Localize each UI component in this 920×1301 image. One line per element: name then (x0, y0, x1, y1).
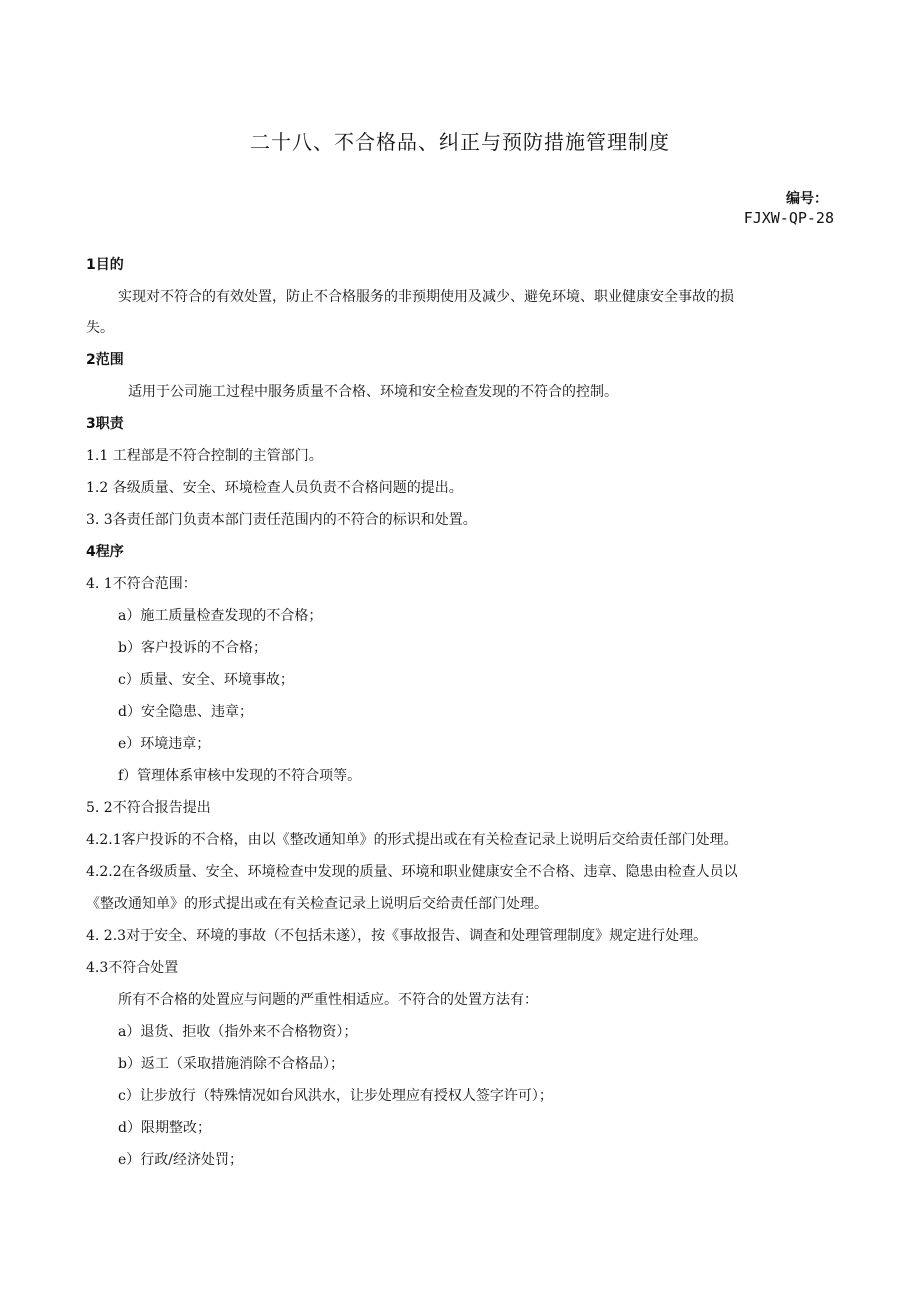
section-heading-procedure: 4程序 (86, 544, 124, 560)
document-code-value: FJXW-QP-28 (743, 209, 834, 227)
report-item: 4.2.2在各级质量、安全、环境检查中发现的质量、环境和职业健康安全不合格、违章、隐患由检查人员以 (86, 864, 738, 880)
procedure-subheading: 4.3不符合处置 (86, 960, 179, 976)
list-item: e）行政/经济处罚； (118, 1152, 244, 1168)
disposal-intro: 所有不合格的处置应与问题的严重性相适应。不符合的处置方法有： (118, 992, 538, 1008)
list-item: b）返工（采取措施消除不合格品）； (118, 1056, 344, 1072)
list-item: d）限期整改； (118, 1120, 211, 1136)
list-item: c）质量、安全、环境事故； (118, 672, 294, 688)
report-item: 4.2.1客户投诉的不合格，由以《整改通知单》的形式提出或在有关检查记录上说明后交给责任部门处理。 (86, 832, 738, 848)
section-heading-purpose: 1目的 (86, 257, 124, 273)
report-item: 4. 2.3对于安全、环境的事故（不包括未遂），按《事故报告、调查和处理管理制度》规定进行处理。 (86, 928, 708, 944)
list-item: c）让步放行（特殊情况如台风洪水，让步处理应有授权人签字许可）； (118, 1088, 553, 1104)
report-item: 《整改通知单》的形式提出或在有关检查记录上说明后交给责任部门处理。 (86, 896, 548, 912)
section-heading-scope: 2范围 (86, 352, 124, 368)
list-item: d）安全隐患、违章； (118, 704, 253, 720)
section-heading-responsibility: 3职责 (86, 416, 124, 432)
procedure-subheading: 5. 2不符合报告提出 (86, 800, 211, 816)
responsibility-item: 3. 3各责任部门负责本部门责任范围内的不符合的标识和处置。 (86, 512, 477, 528)
document-title: 二十八、不合格品、纠正与预防措施管理制度 (250, 130, 670, 154)
purpose-text-line: 实现对不符合的有效处置，防止不合格服务的非预期使用及减少、避免环境、职业健康安全事故的损 (118, 289, 734, 305)
list-item: b）客户投诉的不合格； (118, 640, 267, 656)
list-item: e）环境违章； (118, 736, 211, 752)
scope-text: 适用于公司施工过程中服务质量不合格、环境和安全检查发现的不符合的控制。 (128, 384, 618, 400)
list-item: f）管理体系审核中发现的不符合项等。 (118, 768, 362, 784)
responsibility-item: 1.2 各级质量、安全、环境检查人员负责不合格问题的提出。 (86, 480, 463, 496)
procedure-subheading: 4. 1不符合范围： (86, 576, 197, 592)
list-item: a）施工质量检查发现的不合格； (118, 608, 323, 624)
list-item: a）退货、拒收（指外来不合格物资）； (118, 1024, 358, 1040)
responsibility-item: 1.1 工程部是不符合控制的主管部门。 (86, 448, 323, 464)
purpose-text-line: 失。 (86, 320, 114, 336)
document-code-label: 编号： (786, 191, 828, 207)
